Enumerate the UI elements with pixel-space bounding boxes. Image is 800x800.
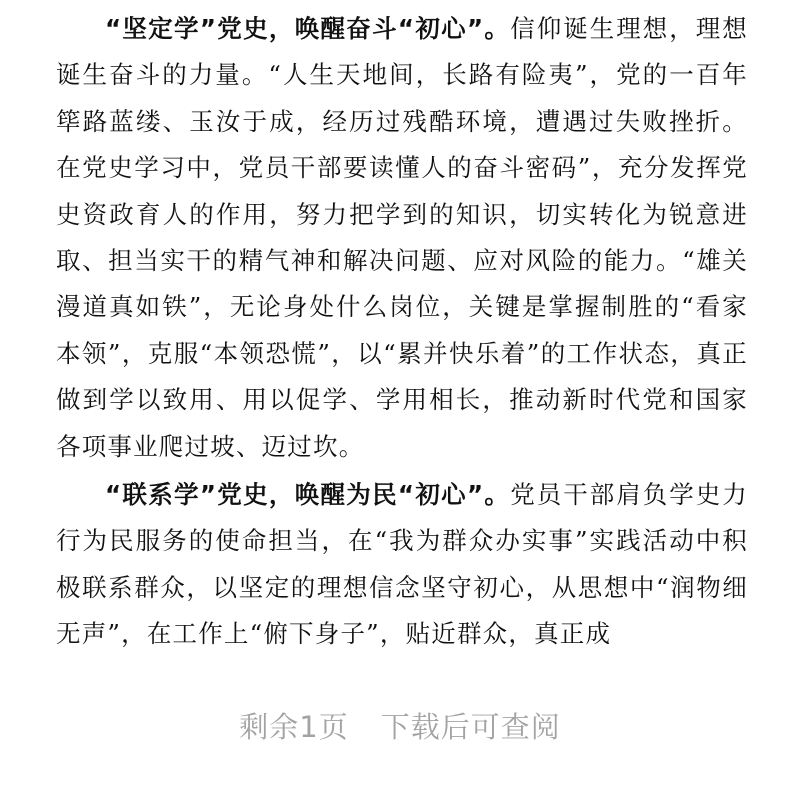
- paragraph-heading: “坚定学”党史，唤醒奋斗“初心”。: [105, 14, 511, 43]
- document-body: [56, 6, 748, 658]
- paragraph-text: 党员干部肩负学史力行为民服务的使命担当，在“我为群众办实事”实践活动中积极联系群众，以坚定的理想信念坚守初心，从思想中“润物细无声”，在工作上“俯下身子”，贴近群众，真正成: [56, 480, 748, 649]
- download-hint-label: 下载后可查阅: [380, 710, 561, 744]
- paragraph: [56, 472, 748, 658]
- paragraph: [56, 6, 748, 470]
- remaining-pages-notice[interactable]: [0, 705, 800, 746]
- paragraph-heading: “联系学”党史，唤醒为民“初心”。: [105, 480, 511, 510]
- remaining-pages-label: 剩余1页: [239, 710, 349, 744]
- paragraph-text: 信仰诞生理想，理想诞生奋斗的力量。“人生天地间，长路有险夷”，党的一百年筚路蓝缕、玉汝于成，经历过残酷环境，遭遇过失败挫折。在党史学习中，党员干部要读懂人的奋斗密码”，充分发挥党史资政育人的作用，努力把学到的知识，切实转化为锐意进取、担当实干的精气神和解决问题、应对风险的能力。“雄关漫道真如铁”，无论身处什么岗位，关键是掌握制胜的“看家本领”，克服“本领恐慌”，以“累并快乐着”的工作状态，真正做到学以致用、用以促学、学用相长，推动新时代党和国家各项事业爬过坡、迈过坎。: [56, 14, 748, 461]
